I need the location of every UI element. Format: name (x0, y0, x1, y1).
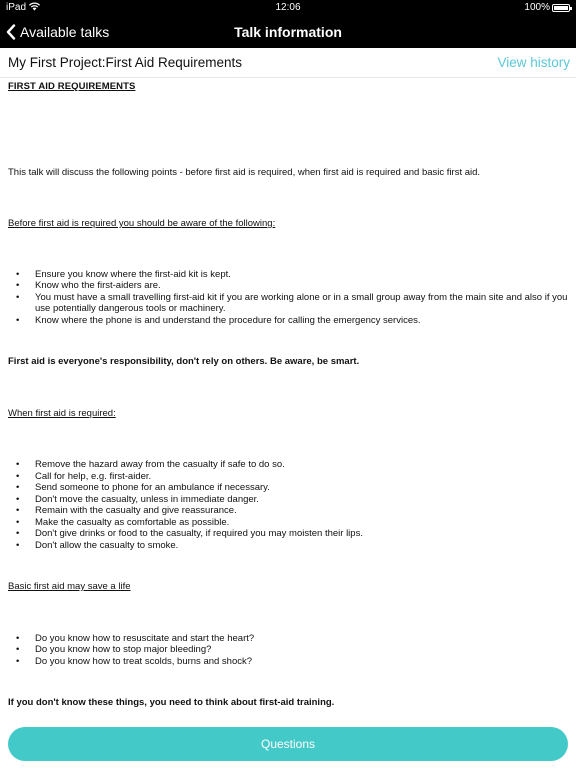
list-item: • Do you know how to resuscitate and start the heart? (8, 633, 568, 645)
list-item: • Don't move the casualty, unless in immediate danger. (8, 494, 568, 506)
list-item: • Don't allow the casualty to smoke. (8, 540, 568, 552)
view-history-link[interactable]: View history (497, 55, 570, 70)
section-when-list (8, 459, 568, 551)
responsibility-note: First aid is everyone's responsibility, don't rely on others. Be aware, be smart. (8, 356, 360, 367)
battery-percent: 100% (524, 2, 550, 13)
section-basic-list (8, 633, 568, 668)
project-header (0, 48, 576, 78)
list-item: • Ensure you know where the first-aid kit is kept. (8, 269, 568, 281)
list-item: • Send someone to phone for an ambulance if necessary. (8, 482, 568, 494)
list-item: • Call for help, e.g. first-aider. (8, 471, 568, 483)
list-item: • Know who the first-aiders are. (8, 280, 568, 292)
intro-text: This talk will discuss the following points - before first aid is required, when first aid is required and basic first aid. (8, 166, 481, 178)
list-item: • You must have a small travelling first-aid kit if you are working alone or in a small group away from the main site and also if you use potentially dangerous tools or machinery. (8, 292, 568, 315)
list-item: • Do you know how to stop major bleeding? (8, 644, 568, 656)
list-item: • Know where the phone is and understand the procedure for calling the emergency services. (8, 315, 568, 327)
clock-time: 12:06 (275, 2, 301, 13)
questions-button[interactable]: Questions (8, 727, 568, 761)
section-before-title: Before first aid is required you should be aware of the following: (8, 218, 276, 229)
navigation-bar (0, 16, 576, 48)
list-item: • Remain with the casualty and give reassurance. (8, 505, 568, 517)
chevron-left-icon (6, 24, 16, 40)
status-bar (0, 0, 576, 16)
back-button-label: Available talks (20, 24, 110, 40)
back-button[interactable] (6, 16, 109, 48)
section-basic-title: Basic first aid may save a life (8, 581, 131, 592)
training-note: If you don't know these things, you need to think about first-aid training. (8, 697, 335, 708)
project-title: My First Project:First Aid Requirements (8, 55, 243, 70)
list-item: • Remove the hazard away from the casualty if safe to do so. (8, 459, 568, 471)
section-when-title: When first aid is required: (8, 407, 116, 419)
section-before-list (8, 269, 568, 327)
list-item: • Make the casualty as comfortable as possible. (8, 517, 568, 529)
talk-content (8, 78, 568, 709)
talk-heading: FIRST AID REQUIREMENTS (8, 81, 136, 92)
list-item: • Do you know how to treat scolds, burns and shock? (8, 656, 568, 668)
list-item: • Don't give drinks or food to the casualty, if required you may moisten their lips. (8, 528, 568, 540)
page-title: Talk information (234, 24, 342, 40)
carrier-label: iPad (6, 2, 27, 13)
battery-icon (552, 4, 570, 12)
